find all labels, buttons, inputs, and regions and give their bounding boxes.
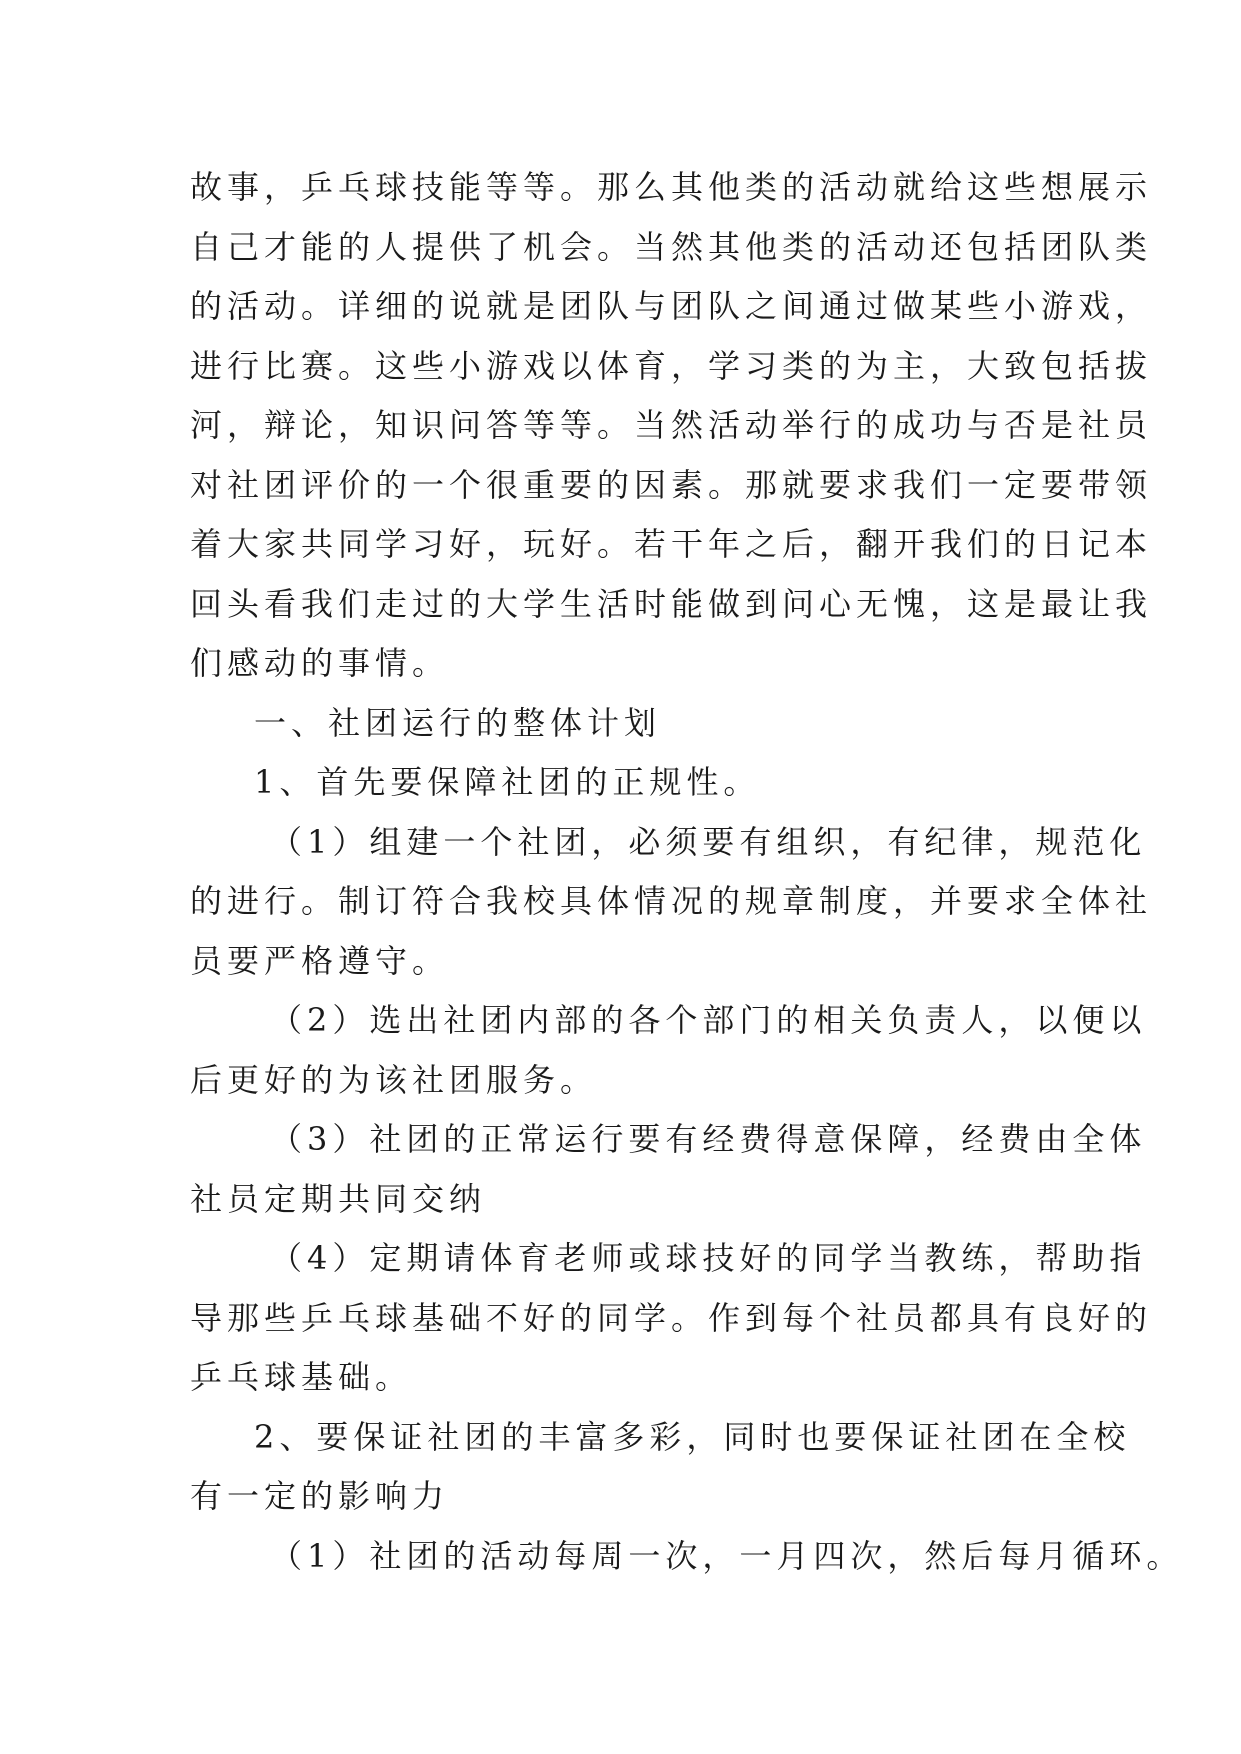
text-line: 回头看我们走过的大学生活时能做到问心无愧，这是最让我 <box>190 584 1153 623</box>
list-item-text: （3）社团的正常运行要有经费得意保障，经费由全体 <box>270 1120 1147 1158</box>
subsection-heading: 2、要保证社团的丰富多彩，同时也要保证社团在全校 <box>254 1417 1131 1456</box>
text-line: 对社团评价的一个很重要的因素。那就要求我们一定要带领 <box>190 465 1153 504</box>
document-body <box>190 158 1184 1586</box>
text-line: 员要严格遵守。 <box>190 941 450 980</box>
text-line: 有一定的影响力 <box>190 1477 450 1515</box>
text-line: 进行比赛。这些小游戏以体育，学习类的为主，大致包括拔 <box>190 346 1153 385</box>
text-line: 自己才能的人提供了机会。当然其他类的活动还包括团队类 <box>190 227 1153 266</box>
list-item-text: （2）选出社团内部的各个部门的相关负责人，以便以 <box>270 1001 1147 1039</box>
text-line: 后更好的为该社团服务。 <box>190 1060 598 1099</box>
list-item-text: （4）定期请体育老师或球技好的同学当教练，帮助指 <box>270 1239 1147 1277</box>
text-line: 们感动的事情。 <box>190 644 450 682</box>
text-line: 的活动。详细的说就是团队与团队之间通过做某些小游戏， <box>190 287 1153 325</box>
section-heading: 一、社团运行的整体计划 <box>254 703 662 742</box>
text-line: 导那些乒乓球基础不好的同学。作到每个社员都具有良好的 <box>190 1298 1153 1337</box>
subsection-heading: 1、首先要保障社团的正规性。 <box>254 763 761 801</box>
text-line: 河，辩论，知识问答等等。当然活动举行的成功与否是社员 <box>190 406 1153 444</box>
list-item-text: （1）组建一个社团，必须要有组织，有纪律，规范化 <box>270 822 1147 861</box>
list-item-text: （1）社团的活动每周一次，一月四次，然后每月循环。 <box>270 1536 1184 1575</box>
text-line: 的进行。制订符合我校具体情况的规章制度，并要求全体社 <box>190 882 1153 920</box>
text-line: 乒乓球基础。 <box>190 1358 413 1396</box>
text-line: 故事，乒乓球技能等等。那么其他类的活动就给这些想展示 <box>190 168 1153 206</box>
text-line: 着大家共同学习好，玩好。若干年之后，翻开我们的日记本 <box>190 525 1153 563</box>
text-line: 社员定期共同交纳 <box>190 1179 487 1218</box>
